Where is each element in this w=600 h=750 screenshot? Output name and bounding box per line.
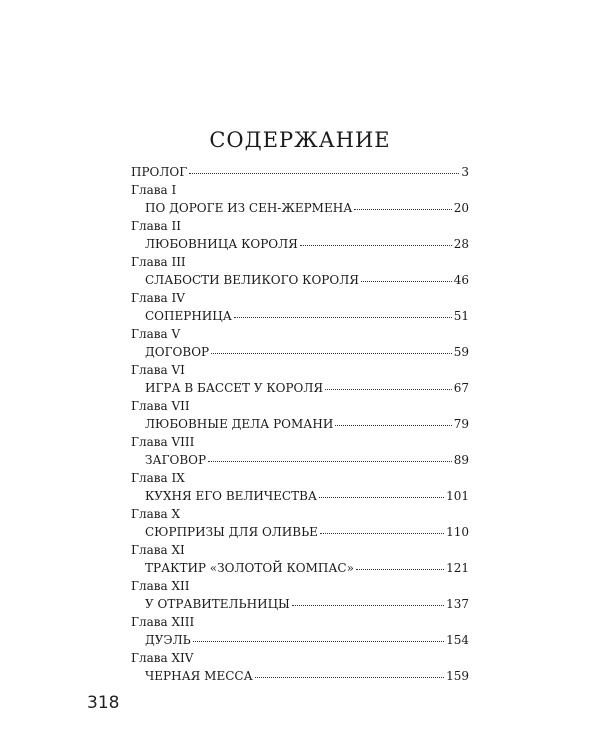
page-title: СОДЕРЖАНИЕ xyxy=(209,128,391,152)
chapter-number: Глава X xyxy=(131,507,180,521)
chapter-number: Глава I xyxy=(131,183,177,197)
chapter-label xyxy=(131,253,469,271)
dot-leader xyxy=(325,389,452,390)
toc-entry[interactable] xyxy=(131,307,469,325)
dot-leader xyxy=(193,641,444,642)
toc-entry[interactable] xyxy=(131,595,469,613)
toc-entry-page: 51 xyxy=(453,309,469,323)
dot-leader xyxy=(335,425,451,426)
toc-entry-page: 59 xyxy=(453,345,469,359)
toc-entry[interactable] xyxy=(131,667,469,685)
chapter-number: Глава IV xyxy=(131,291,185,305)
toc-entry[interactable] xyxy=(131,343,469,361)
toc-entry-title: ТРАКТИР «ЗОЛОТОЙ КОМПАС» xyxy=(145,561,354,575)
chapter-label xyxy=(131,649,469,667)
toc-entry[interactable] xyxy=(131,487,469,505)
toc-entry[interactable] xyxy=(131,379,469,397)
chapter-label xyxy=(131,613,469,631)
dot-leader xyxy=(208,461,452,462)
chapter-label xyxy=(131,181,469,199)
chapter-label xyxy=(131,577,469,595)
toc-entry[interactable] xyxy=(131,523,469,541)
toc-entry-page: 79 xyxy=(453,417,469,431)
chapter-number: Глава III xyxy=(131,255,186,269)
toc-entry-title: ПРОЛОГ xyxy=(131,165,188,179)
toc-entry-title: ПО ДОРОГЕ ИЗ СЕН-ЖЕРМЕНА xyxy=(145,201,353,215)
toc-entry-page: 3 xyxy=(461,165,469,179)
chapter-label xyxy=(131,505,469,523)
toc-entry[interactable] xyxy=(131,631,469,649)
toc-entry-title: СОПЕРНИЦА xyxy=(145,309,232,323)
dot-leader xyxy=(361,281,452,282)
dot-leader xyxy=(234,317,452,318)
dot-leader xyxy=(354,209,451,210)
dot-leader xyxy=(356,569,444,570)
dot-leader xyxy=(319,497,444,498)
toc-entry-title: ЛЮБОВНЫЕ ДЕЛА РОМАНИ xyxy=(145,417,334,431)
toc-entry-title: У ОТРАВИТЕЛЬНИЦЫ xyxy=(145,597,290,611)
toc-entry-page: 89 xyxy=(453,453,469,467)
chapter-number: Глава VII xyxy=(131,399,190,413)
toc-entry-title: ЛЮБОВНИЦА КОРОЛЯ xyxy=(145,237,298,251)
toc-entry-page: 154 xyxy=(446,633,469,647)
toc-entry-title: ЧЕРНАЯ МЕССА xyxy=(145,669,253,683)
toc-entry[interactable] xyxy=(131,199,469,217)
dot-leader xyxy=(211,353,452,354)
chapter-label xyxy=(131,289,469,307)
chapter-label xyxy=(131,469,469,487)
toc-entry-prologue[interactable] xyxy=(131,163,469,181)
chapter-number: Глава XII xyxy=(131,579,190,593)
toc-entry-page: 20 xyxy=(453,201,469,215)
toc-entry-title: ИГРА В БАССЕТ У КОРОЛЯ xyxy=(145,381,324,395)
toc-entry-page: 121 xyxy=(446,561,469,575)
toc-entry-page: 67 xyxy=(453,381,469,395)
page-number: 318 xyxy=(87,693,120,713)
dot-leader xyxy=(255,677,444,678)
toc-entry[interactable] xyxy=(131,415,469,433)
chapter-number: Глава VIII xyxy=(131,435,195,449)
chapter-number: Глава V xyxy=(131,327,181,341)
chapter-number: Глава XI xyxy=(131,543,185,557)
toc-entry-page: 28 xyxy=(453,237,469,251)
chapter-list xyxy=(131,181,469,685)
chapter-label xyxy=(131,433,469,451)
toc-entry[interactable] xyxy=(131,235,469,253)
chapter-label xyxy=(131,361,469,379)
toc-entry-title: ЗАГОВОР xyxy=(145,453,207,467)
toc-entry-page: 110 xyxy=(446,525,469,539)
toc-entry-title: ДУЭЛЬ xyxy=(145,633,191,647)
chapter-number: Глава VI xyxy=(131,363,185,377)
dot-leader xyxy=(320,533,444,534)
toc-entry-title: СЮРПРИЗЫ ДЛЯ ОЛИВЬЕ xyxy=(145,525,318,539)
chapter-label xyxy=(131,217,469,235)
chapter-number: Глава IX xyxy=(131,471,185,485)
toc-entry-page: 101 xyxy=(446,489,469,503)
chapter-number: Глава II xyxy=(131,219,181,233)
chapter-label xyxy=(131,325,469,343)
chapter-number: Глава XIV xyxy=(131,651,194,665)
toc-entry[interactable] xyxy=(131,451,469,469)
toc-entry[interactable] xyxy=(131,271,469,289)
dot-leader xyxy=(292,605,444,606)
toc-entry-page: 137 xyxy=(446,597,469,611)
table-of-contents xyxy=(131,163,469,685)
dot-leader xyxy=(300,245,452,246)
toc-entry-title: СЛАБОСТИ ВЕЛИКОГО КОРОЛЯ xyxy=(145,273,359,287)
toc-entry-page: 159 xyxy=(446,669,469,683)
toc-entry-page: 46 xyxy=(453,273,469,287)
chapter-label xyxy=(131,541,469,559)
toc-entry[interactable] xyxy=(131,559,469,577)
toc-entry-title: КУХНЯ ЕГО ВЕЛИЧЕСТВА xyxy=(145,489,318,503)
chapter-number: Глава XIII xyxy=(131,615,195,629)
chapter-label xyxy=(131,397,469,415)
dot-leader xyxy=(189,173,459,174)
toc-entry-title: ДОГОВОР xyxy=(145,345,210,359)
